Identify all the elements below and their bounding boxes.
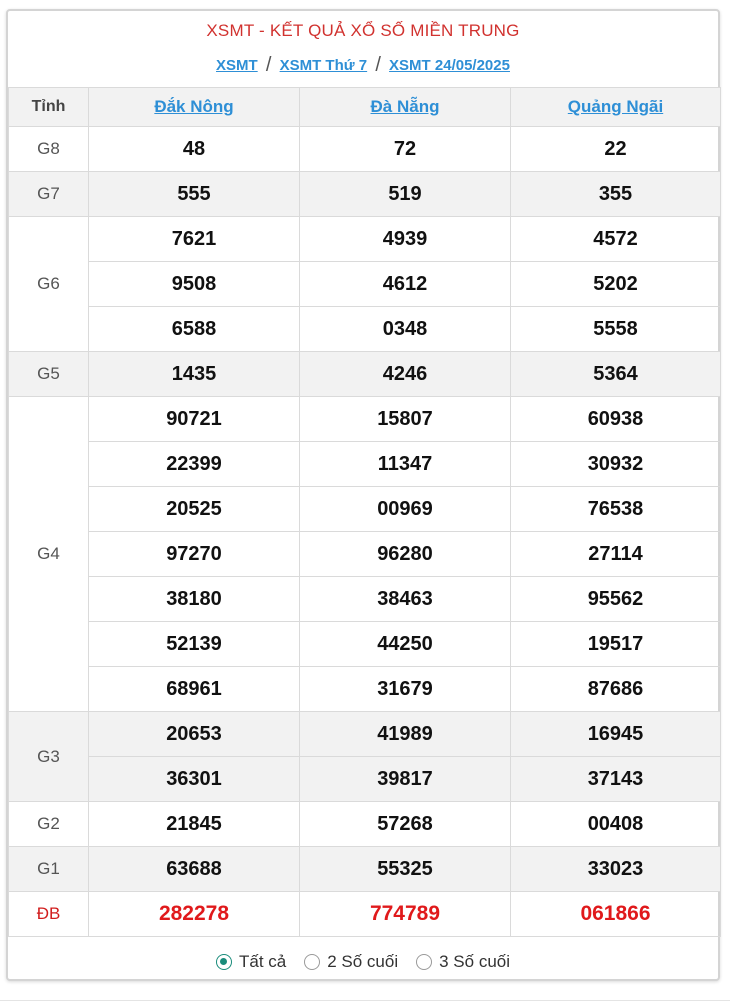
breadcrumb-xsmt-thu7[interactable]: XSMT Thứ 7 bbox=[279, 57, 368, 74]
prize-number: 72 bbox=[300, 127, 511, 172]
column-header-da-nang bbox=[300, 88, 511, 127]
prize-number: 519 bbox=[300, 172, 511, 217]
prize-number: 48 bbox=[89, 127, 300, 172]
table-row bbox=[9, 442, 721, 487]
prize-number: 36301 bbox=[89, 757, 300, 802]
province-link-quang-ngai[interactable]: Quảng Ngãi bbox=[567, 97, 664, 116]
filter-option-last-2[interactable] bbox=[304, 952, 398, 972]
special-prize-number: 774789 bbox=[300, 892, 511, 937]
prize-label: G1 bbox=[9, 847, 89, 892]
table-row bbox=[9, 172, 721, 217]
prize-number: 63688 bbox=[89, 847, 300, 892]
prize-label: G7 bbox=[9, 172, 89, 217]
prize-number: 87686 bbox=[511, 667, 721, 712]
province-link-da-nang[interactable]: Đà Nẵng bbox=[370, 97, 440, 116]
prize-label: G6 bbox=[9, 217, 89, 352]
prize-number: 4246 bbox=[300, 352, 511, 397]
prize-number: 5364 bbox=[511, 352, 721, 397]
radio-icon[interactable] bbox=[416, 954, 432, 970]
prize-number: 20653 bbox=[89, 712, 300, 757]
table-row bbox=[9, 217, 721, 262]
table-row bbox=[9, 307, 721, 352]
province-link-dak-nong[interactable]: Đắk Nông bbox=[154, 97, 234, 116]
filter-option-all[interactable] bbox=[216, 952, 286, 972]
prize-number: 68961 bbox=[89, 667, 300, 712]
prize-number: 33023 bbox=[511, 847, 721, 892]
table-row bbox=[9, 622, 721, 667]
prize-number: 76538 bbox=[511, 487, 721, 532]
breadcrumb-separator: / bbox=[375, 54, 381, 76]
prize-number: 39817 bbox=[300, 757, 511, 802]
prize-number: 60938 bbox=[511, 397, 721, 442]
prize-number: 16945 bbox=[511, 712, 721, 757]
prize-number: 38463 bbox=[300, 577, 511, 622]
prize-number: 6588 bbox=[89, 307, 300, 352]
prize-number: 22 bbox=[511, 127, 721, 172]
special-prize-number: 282278 bbox=[89, 892, 300, 937]
prize-number: 4572 bbox=[511, 217, 721, 262]
breadcrumb-xsmt-date[interactable]: XSMT 24/05/2025 bbox=[389, 57, 510, 74]
prize-number: 96280 bbox=[300, 532, 511, 577]
breadcrumb bbox=[8, 51, 718, 87]
prize-label: ĐB bbox=[9, 892, 89, 937]
prize-number: 31679 bbox=[300, 667, 511, 712]
page-title: XSMT - KẾT QUẢ XỔ SỐ MIỀN TRUNG bbox=[206, 21, 520, 40]
results-card bbox=[6, 9, 720, 981]
prize-label: G4 bbox=[9, 397, 89, 712]
prize-number: 5558 bbox=[511, 307, 721, 352]
prize-number: 00969 bbox=[300, 487, 511, 532]
prize-label: G5 bbox=[9, 352, 89, 397]
column-header-province: Tỉnh bbox=[9, 88, 89, 127]
breadcrumb-separator: / bbox=[265, 54, 272, 76]
table-row bbox=[9, 667, 721, 712]
prize-number: 9508 bbox=[89, 262, 300, 307]
prize-number: 7621 bbox=[89, 217, 300, 262]
table-row bbox=[9, 487, 721, 532]
prize-label: G8 bbox=[9, 127, 89, 172]
prize-number: 95562 bbox=[511, 577, 721, 622]
radio-icon[interactable] bbox=[304, 954, 320, 970]
radio-icon[interactable] bbox=[216, 954, 232, 970]
table-header-row bbox=[9, 88, 721, 127]
prize-number: 55325 bbox=[300, 847, 511, 892]
prize-number: 555 bbox=[89, 172, 300, 217]
prize-number: 5202 bbox=[511, 262, 721, 307]
prize-number: 355 bbox=[511, 172, 721, 217]
filter-option-label: 3 Số cuối bbox=[439, 952, 511, 971]
table-row bbox=[9, 577, 721, 622]
prize-number: 57268 bbox=[300, 802, 511, 847]
table-row bbox=[9, 352, 721, 397]
prize-number: 1435 bbox=[89, 352, 300, 397]
table-row bbox=[9, 802, 721, 847]
filter-option-last-3[interactable] bbox=[416, 952, 510, 972]
prize-number: 90721 bbox=[89, 397, 300, 442]
table-row bbox=[9, 397, 721, 442]
table-row bbox=[9, 757, 721, 802]
prize-number: 11347 bbox=[300, 442, 511, 487]
prize-label: G3 bbox=[9, 712, 89, 802]
prize-number: 21845 bbox=[89, 802, 300, 847]
prize-number: 27114 bbox=[511, 532, 721, 577]
filter-option-label: Tất cả bbox=[238, 952, 287, 971]
page-divider bbox=[0, 1000, 730, 1001]
prize-label: G2 bbox=[9, 802, 89, 847]
table-row bbox=[9, 847, 721, 892]
table-row bbox=[9, 892, 721, 937]
digit-filter bbox=[8, 937, 718, 987]
prize-number: 97270 bbox=[89, 532, 300, 577]
filter-option-label: 2 Số cuối bbox=[327, 952, 399, 971]
prize-number: 52139 bbox=[89, 622, 300, 667]
table-row bbox=[9, 262, 721, 307]
prize-number: 0348 bbox=[300, 307, 511, 352]
prize-number: 30932 bbox=[511, 442, 721, 487]
table-row bbox=[9, 532, 721, 577]
prize-number: 37143 bbox=[511, 757, 721, 802]
special-prize-number: 061866 bbox=[511, 892, 721, 937]
breadcrumb-xsmt[interactable]: XSMT bbox=[216, 57, 258, 74]
prize-number: 41989 bbox=[300, 712, 511, 757]
prize-number: 4939 bbox=[300, 217, 511, 262]
prize-number: 4612 bbox=[300, 262, 511, 307]
table-row bbox=[9, 712, 721, 757]
prize-number: 00408 bbox=[511, 802, 721, 847]
prize-number: 15807 bbox=[300, 397, 511, 442]
column-header-quang-ngai bbox=[511, 88, 721, 127]
results-table bbox=[8, 87, 721, 937]
results-body bbox=[9, 127, 721, 937]
prize-number: 22399 bbox=[89, 442, 300, 487]
table-row bbox=[9, 127, 721, 172]
column-header-dak-nong bbox=[89, 88, 300, 127]
prize-number: 20525 bbox=[89, 487, 300, 532]
prize-number: 19517 bbox=[511, 622, 721, 667]
prize-number: 44250 bbox=[300, 622, 511, 667]
prize-number: 38180 bbox=[89, 577, 300, 622]
